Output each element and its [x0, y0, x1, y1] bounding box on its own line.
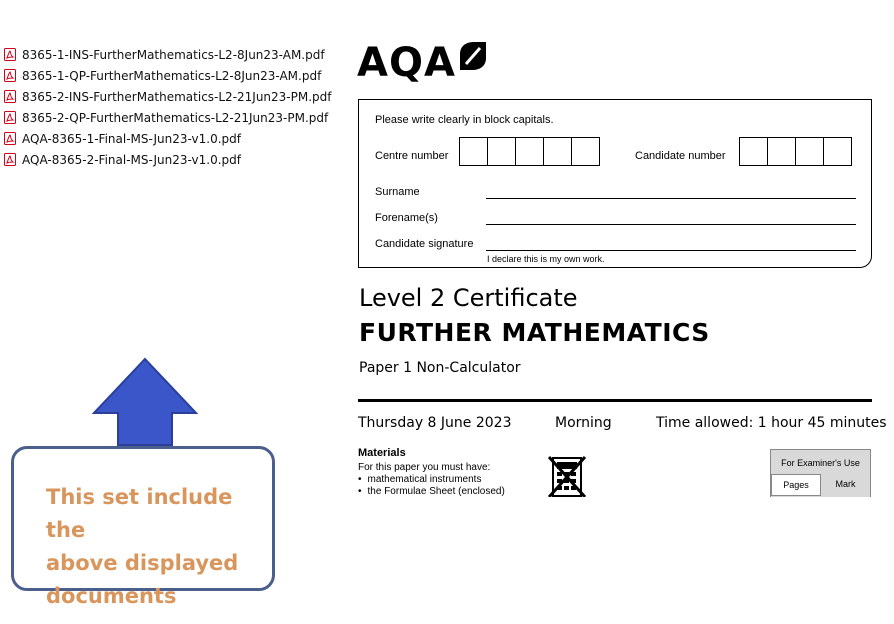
file-name: 8365-1-INS-FurtherMathematics-L2-8Jun23-AM.pdf [22, 47, 325, 62]
materials-item: • mathematical instruments [358, 474, 505, 486]
examiner-pages-header: Pages [771, 474, 821, 496]
level-title: Level 2 Certificate [359, 284, 578, 312]
centre-number-label: Centre number [375, 150, 449, 162]
pdf-file-icon [4, 48, 16, 61]
pdf-file-icon [4, 69, 16, 82]
forenames-label: Forename(s) [375, 212, 438, 224]
cropped-area [340, 497, 894, 624]
materials-item: • the Formulae Sheet (enclosed) [358, 486, 505, 498]
subject-title: FURTHER MATHEMATICS [359, 318, 710, 347]
signature-line[interactable] [486, 250, 856, 251]
file-item[interactable] [4, 149, 332, 170]
materials-heading: Materials [358, 447, 406, 459]
file-name: 8365-2-QP-FurtherMathematics-L2-21Jun23-PM.pdf [22, 110, 329, 125]
up-arrow-icon [92, 357, 198, 447]
materials-intro: For this paper you must have: [358, 462, 491, 473]
file-item[interactable] [4, 65, 332, 86]
callout-line-2: above displayed [46, 551, 239, 575]
form-instruction: Please write clearly in block capitals. [375, 114, 554, 126]
candidate-number-label: Candidate number [635, 150, 726, 162]
candidate-number-boxes[interactable] [739, 137, 851, 166]
examiner-use-box [770, 449, 871, 501]
paper-name: Paper 1 Non-Calculator [359, 360, 521, 376]
divider [358, 399, 872, 402]
examiner-mark-header: Mark [835, 479, 856, 489]
callout-line-1: This set include the [46, 485, 233, 542]
signature-label: Candidate signature [375, 238, 474, 250]
surname-label: Surname [375, 186, 420, 198]
pdf-file-icon [4, 111, 16, 124]
callout-box [11, 446, 275, 608]
file-list [4, 44, 332, 170]
file-item[interactable] [4, 128, 332, 149]
file-name: AQA-8365-1-Final-MS-Jun23-v1.0.pdf [22, 131, 241, 146]
surname-line[interactable] [486, 198, 856, 199]
candidate-form [358, 99, 872, 268]
centre-number-boxes[interactable] [459, 137, 599, 166]
forenames-line[interactable] [486, 224, 856, 225]
no-calculator-icon [547, 455, 587, 499]
file-name: AQA-8365-2-Final-MS-Jun23-v1.0.pdf [22, 152, 241, 167]
callout-line-3: documents [46, 584, 177, 608]
time-allowed: Time allowed: 1 hour 45 minutes [656, 415, 887, 431]
declaration-text: I declare this is my own work. [487, 254, 605, 264]
pdf-file-icon [4, 153, 16, 166]
pdf-file-icon [4, 90, 16, 103]
exam-date: Thursday 8 June 2023 [358, 415, 512, 431]
pdf-file-icon [4, 132, 16, 145]
file-item[interactable] [4, 107, 332, 128]
exam-session: Morning [555, 415, 612, 431]
examiner-title: For Examiner's Use [781, 458, 860, 468]
aqa-logo-mark-icon [458, 40, 488, 72]
file-name: 8365-2-INS-FurtherMathematics-L2-21Jun23-PM.pdf [22, 89, 332, 104]
file-name: 8365-1-QP-FurtherMathematics-L2-8Jun23-AM.pdf [22, 68, 322, 83]
materials-list [358, 462, 505, 498]
aqa-logo: AQA [357, 40, 456, 86]
callout-text [46, 481, 276, 613]
file-item[interactable] [4, 86, 332, 107]
file-item[interactable] [4, 44, 332, 65]
